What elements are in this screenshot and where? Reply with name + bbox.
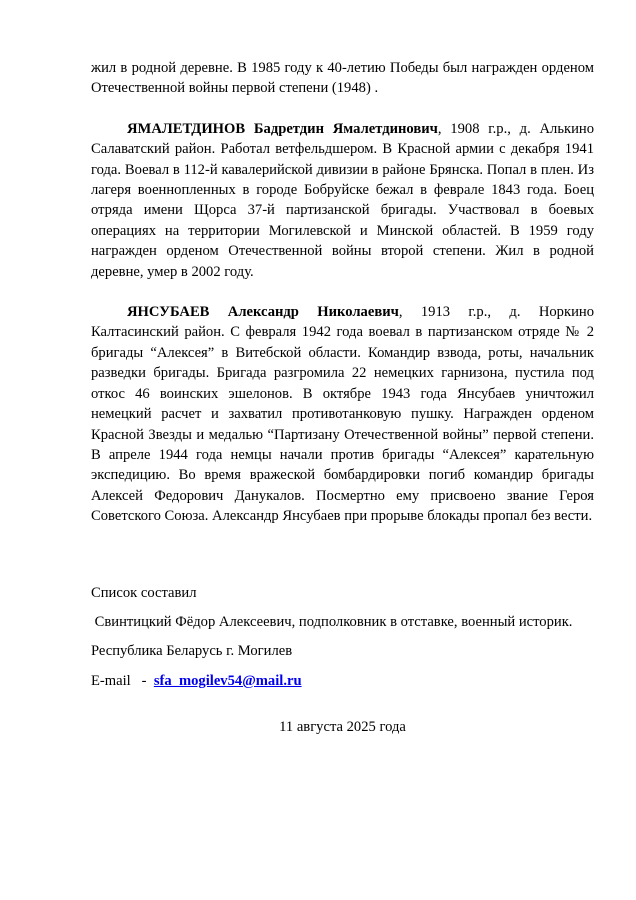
biography-text: , 1908 г.р., д. Алькино Салаватский район. Работал ветфельдшером. В Красной армии с декабря 1941 года. Воевал в 112-й кавалерийской дивизии в районе Брянска. Попал в плен. Из лагеря военнопленных в городе Бобруйске бежал в феврале 1843 года. Боец отряда имени Щорса 37-й партизанской бригады. Участвовал в боевых операциях на территории Могилевской и Минской областей. В 1959 году награжден орденом Отечественной войны второй степени. Жил в родной деревне, умер в 2002 году. xyxy=(91,120,594,280)
email-label: E-mail - xyxy=(91,672,154,689)
compiled-by-label: Список составил xyxy=(91,584,197,601)
person-name: ЯМАЛЕТДИНОВ Бадретдин Ямалетдинович xyxy=(127,120,438,137)
email-link[interactable]: sfa_mogilev54@mail.ru xyxy=(153,672,302,689)
biography-text: , 1913 г.р., д. Норкино Калтасинский район. С февраля 1942 года воевал в партизанском отряде № 2 бригады “Алексея” в Витебской области. Командир взвода, роты, начальник разведки бригады. Бригада разгромила 22 немецких гарнизона, пустила под откос 46 воинских эшелонов. В октябре 1943 года Янсубаев уничтожил немецкий расчет и захватил противотанковую пушку. Награжден орденом Красной Звезды и медалью “Партизану Отечественной войны” первой степени. В апреле 1944 года немцы начали против бригады “Алексея” карательную экспедицию. Во время вражеской бомбардировки погиб командир бригады Алексей Федорович Данукалов. Посмертно ему присвоено звание Героя Советского Союза. Александр Янсубаев при прорыве блокады пропал без вести. xyxy=(91,304,594,525)
email-line xyxy=(91,671,594,691)
document-date: 11 августа 2025 года xyxy=(279,719,406,736)
paragraph-gap xyxy=(91,99,594,119)
author-line: Свинтицкий Фёдор Алексеевич, подполковник в отставке, военный историк. xyxy=(91,613,573,630)
paragraph-gap xyxy=(91,282,594,302)
section-gap xyxy=(91,527,594,583)
paragraph-continuation: жил в родной деревне. В 1985 году к 40-летию Победы был награжден орденом Отечественной войны первой степени (1948) . xyxy=(91,60,594,97)
biography-yamaletdinov xyxy=(91,119,594,282)
document-page xyxy=(91,58,594,738)
biography-yansubaev xyxy=(91,302,594,526)
location-line: Республика Беларусь г. Могилев xyxy=(91,643,293,660)
person-name: ЯНСУБАЕВ Александр Николаевич xyxy=(127,304,399,321)
